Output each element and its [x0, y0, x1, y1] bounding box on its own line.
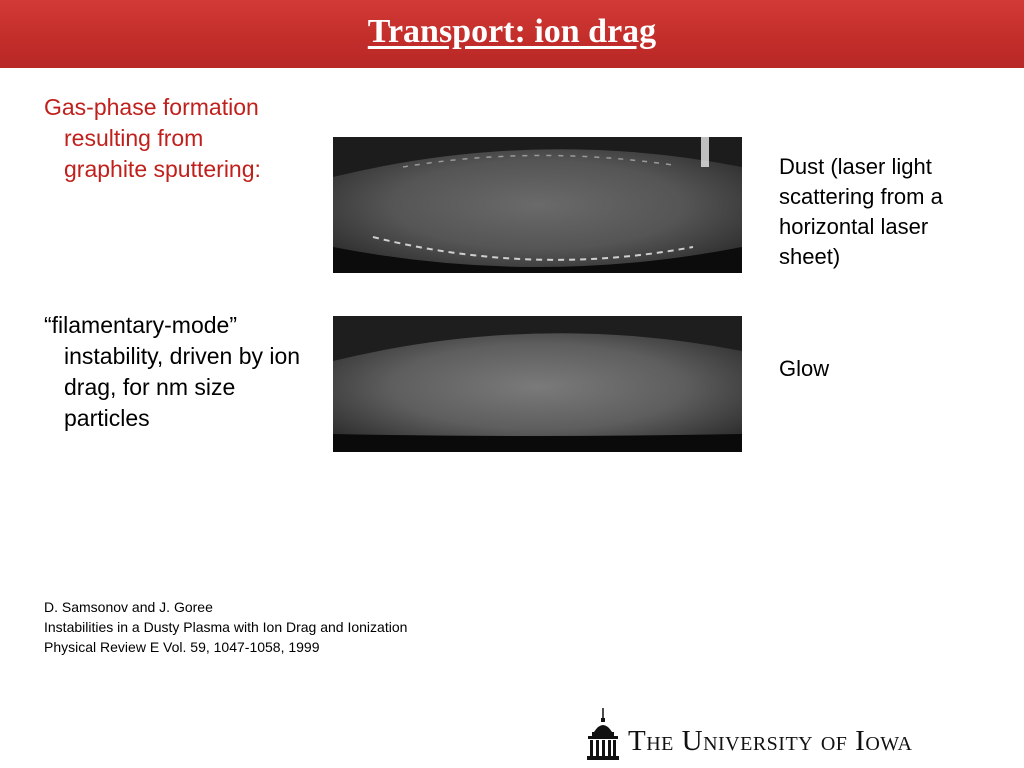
university-logo	[586, 706, 986, 762]
slide-title: Transport: ion drag	[367, 13, 657, 50]
dust-caption: Dust (laser light scattering from a horizontal laser sheet)	[779, 154, 943, 269]
reference-article-title: Instabilities in a Dusty Plasma with Ion Drag and Ionization	[44, 619, 408, 635]
dust-scattering-image	[333, 137, 742, 273]
reference-journal: Physical Review E Vol. 59, 1047-1058, 1999	[44, 639, 320, 655]
title-bar	[0, 0, 1024, 68]
bullet-filamentary-mode: “filamentary-mode” instability, driven by ion drag, for nm size particles	[44, 312, 301, 431]
glow-caption: Glow	[779, 356, 830, 381]
reference-citation	[44, 597, 407, 657]
old-capitol-dome-icon	[586, 706, 620, 762]
university-name: The University of Iowa	[628, 725, 913, 757]
glow-image	[333, 316, 742, 452]
reference-authors: D. Samsonov and J. Goree	[44, 599, 213, 615]
bullet-gas-phase-formation: Gas-phase formation resulting from graphite sputtering:	[44, 94, 261, 182]
